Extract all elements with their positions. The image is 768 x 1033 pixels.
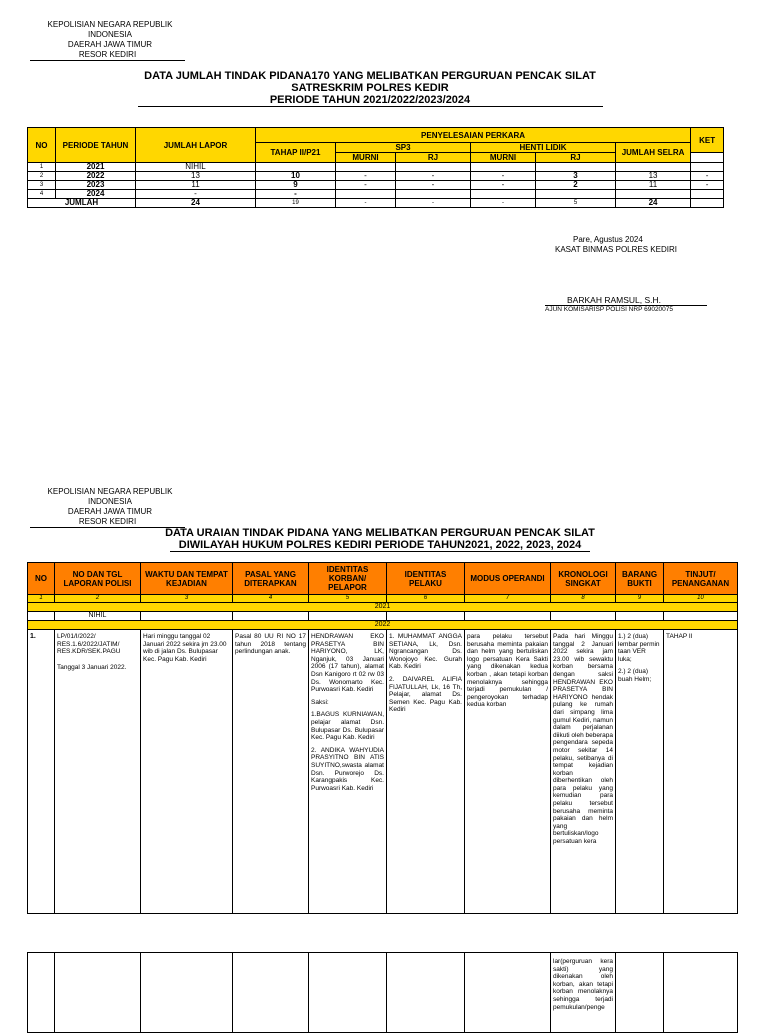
cell-total-sp3-murni: - [336, 199, 396, 208]
cell-sp3-murni: - [336, 172, 396, 181]
agency-line-1: KEPOLISIAN NEGARA REPUBLIK INDONESIA [47, 20, 173, 39]
year-row-2021 [28, 603, 738, 612]
index-cell: 6 [387, 595, 465, 603]
cell-tahap: 9 [256, 181, 336, 190]
saksi-1: 1.BAGUS KURNIAWAN, pelajar alamat Dsn. Bulupasar Ds. Bulupasar Kec. Pagu Kab. Kediri [311, 711, 384, 742]
col-penyelesaian: PENYELESAIAN PERKARA [256, 128, 691, 143]
sign-rank: AJUN KOMISARISP POLISI NRP 69020075 [545, 306, 674, 313]
agency2-line-1: KEPOLISIAN NEGARA REPUBLIK INDONESIA [47, 487, 173, 506]
col-sp3-murni: MURNI [336, 153, 396, 163]
total-row [28, 199, 724, 208]
cell-sp3-murni: - [336, 181, 396, 190]
cell-selra: 11 [616, 181, 691, 190]
empty-cell [55, 953, 141, 1033]
index-cell: 9 [616, 595, 664, 603]
index-cell: 3 [141, 595, 233, 603]
empty-cell [309, 953, 387, 1033]
cell-tahap: 10 [256, 172, 336, 181]
index-cell: 7 [465, 595, 551, 603]
col-kronologi: KRONOLOGI SINGKAT [551, 563, 616, 595]
index-cell: 5 [309, 595, 387, 603]
korban-text: HENDRAWAN EKO PRASETYA BIN HARIYONO, LK, Nganjuk, 03 Januari 2006 (17 tahun), alamat Dsn Kanigoro rt 02 rw 03 Ds. Wonomarto Kec. Purwoasri Kab. Kediri [311, 633, 384, 694]
empty-cell [664, 953, 738, 1033]
table-row [28, 163, 724, 172]
empty-cell [551, 612, 616, 621]
cell-pelaku [387, 630, 465, 914]
cell-tahun: 2022 [56, 172, 136, 181]
col-korban: IDENTITAS KORBAN/ PELAPOR [309, 563, 387, 595]
cell-total-sp3-rj: - [396, 199, 471, 208]
col-modus: MODUS OPERANDI [465, 563, 551, 595]
agency-header-2 [30, 487, 190, 528]
col-henti-lidik: HENTI LIDIK [471, 143, 616, 153]
cell-korban [309, 630, 387, 914]
agency-line-2: DAERAH JAWA TIMUR [67, 40, 153, 49]
page2-title-line-1: DATA URAIAN TINDAK PIDANA YANG MELIBATKAN PERGURUAN PENCAK SILAT [165, 527, 595, 539]
cell-tahun: 2024 [56, 190, 136, 199]
cell-laporan [55, 630, 141, 914]
detail-table [27, 562, 738, 914]
cell-tahap [256, 163, 336, 172]
page1-title [90, 70, 650, 107]
empty-cell [233, 953, 309, 1033]
bukti-2: 2.) 2 (dua) buah Helm; [618, 668, 652, 683]
cell-sp3-rj: - [396, 172, 471, 181]
index-cell: 4 [233, 595, 309, 603]
col-sp3: SP3 [336, 143, 471, 153]
cell-tahun: 2023 [56, 181, 136, 190]
page1-title-line-2: SATRESKRIM POLRES KEDIR [291, 82, 449, 94]
col-henti-rj: RJ [536, 153, 616, 163]
cell-no: 1 [28, 163, 56, 172]
cell-hl-rj [536, 190, 616, 199]
agency2-line-2: DAERAH JAWA TIMUR [67, 507, 153, 516]
table-row [28, 181, 724, 190]
summary-table [27, 127, 724, 208]
empty-cell [387, 612, 465, 621]
cell-ket [691, 163, 724, 172]
table-row [28, 172, 724, 181]
empty-cell [465, 953, 551, 1033]
agency-line-3: RESOR KEDIRI [30, 50, 185, 61]
col-pelaku: IDENTITAS PELAKU [387, 563, 465, 595]
year-row-2022 [28, 621, 738, 630]
empty-cell [28, 612, 55, 621]
cell-hl-rj [536, 163, 616, 172]
empty-cell [28, 953, 55, 1033]
index-cell: 2 [55, 595, 141, 603]
cell-kronologi: Pada hari Minggu tanggal 2 Januari 2022 sekira jam 23.00 wib sewaktu korban bersama dengan saksi HENDRAWAN EKO PRASETYA BIN HARIYONO hendak pulang ke rumah dari simpang lima gumul Kediri, namun dalam perjalanan diikuti oleh beberapa pengendara sepeda motor sekitar 14 pelaku, setibanya di tempat kejadian korban diberhentikan oleh para pelaku yang kemudian para pelaku tersebut berusaha meminta pakaian dan helm yang bertuliskan/logo persatuan kera [551, 630, 616, 914]
cell-sp3-rj [396, 190, 471, 199]
pelaku-2: 2. DAIVAREL ALIFIA FIJATULLAH, Lk, 16 Th, Pelajar, alamat Ds. Semen Kec. Pagu Kab. Kediri [389, 675, 462, 714]
empty-cell [141, 612, 233, 621]
index-row [28, 595, 738, 603]
cell-tahap: - [256, 190, 336, 199]
index-cell: 10 [664, 595, 738, 603]
index-cell: 1 [28, 595, 55, 603]
page1-title-line-1: DATA JUMLAH TINDAK PIDANA170 YANG MELIBATKAN PERGURUAN PENCAK SILAT [144, 70, 596, 82]
cell-lapor: NIHIL [136, 163, 256, 172]
col-tahap: TAHAP II/P21 [256, 143, 336, 163]
cell-lapor: 11 [136, 181, 256, 190]
cell-pasal: Pasal 80 UU RI NO 17 tahun 2018 tentang perlindungan anak. [233, 630, 309, 914]
cell-hl-murni [471, 190, 536, 199]
empty-cell [233, 612, 309, 621]
cell-lapor: - [136, 190, 256, 199]
lp-date: Tanggal 3 Januari 2022. [57, 663, 127, 671]
cell-no: 2 [28, 172, 56, 181]
nihil-cell: NIHIL [55, 612, 141, 621]
index-cell: 8 [551, 595, 616, 603]
cell-total-lapor: 24 [136, 199, 256, 208]
sign-name: BARKAH RAMSUL, S.H. [545, 295, 707, 306]
signature-block [540, 235, 700, 255]
cell-sp3-murni [336, 163, 396, 172]
table-row [28, 953, 738, 1033]
year-label: 2022 [28, 621, 738, 630]
empty-cell [141, 953, 233, 1033]
saksi-2: 2. ANDIKA WAHYUDIA PRASYITNO BIN ATIS SUYITNO,swasta alamat Dsn. Purworejo Ds. Karangpakis Kec. Purwoasri Kab. Kediri [311, 746, 384, 792]
cell-ket: - [691, 172, 724, 181]
cell-total-tahap: 19 [256, 199, 336, 208]
cell-ket [691, 190, 724, 199]
cell-modus: para pelaku tersebut berusaha meminta pakaian dan helm yang bertuliskan logo persatuan Kera Sakti yang dikenakan kedua korban , akan tetapi korban menolaknya sehingga terjadi pemukulan / pengeroyokan terhadap kedua korban [465, 630, 551, 914]
col-waktu: WAKTU DAN TEMPAT KEJADIAN [141, 563, 233, 595]
sign-name-block [545, 295, 705, 314]
cell-no: 3 [28, 181, 56, 190]
agency-header [30, 20, 190, 61]
col-laporan: NO DAN TGL LAPORAN POLISI [55, 563, 141, 595]
saksi-label: Saksi: [311, 698, 329, 706]
cell-sp3-murni [336, 190, 396, 199]
cell-sp3-rj: - [396, 181, 471, 190]
cell-kronologi-cont: lar(perguruan kera sakti) yang dikenakan oleh korban, akan tetapi korban menolaknya sehingga terjadi pemukulan/penge [551, 953, 616, 1033]
sign-place-date: Pare, Agustus 2024 [573, 235, 643, 244]
cell-no: 4 [28, 190, 56, 199]
col-ket: KET [691, 128, 724, 153]
cell-total-ket [691, 199, 724, 208]
cell-selra [616, 163, 691, 172]
empty-cell [616, 953, 664, 1033]
col-jumlah-lapor: JUMLAH LAPOR [136, 128, 256, 163]
cell-total-hl-rj: 5 [536, 199, 616, 208]
pelaku-1: 1. MUHAMMAT ANGGA SETIANA, Lk, Dsn. Ngrancangan Ds. Wonojoyo Kec. Gurah Kab. Kediri [389, 633, 462, 671]
col-no: NO [28, 128, 56, 163]
nihil-row [28, 612, 738, 621]
cell-total-label: JUMLAH [28, 199, 136, 208]
empty-cell [465, 612, 551, 621]
cell-hl-murni [471, 163, 536, 172]
cell-hl-murni: - [471, 181, 536, 190]
cell-selra [616, 190, 691, 199]
bukti-1: 1.) 2 (dua) lembar permin taan VER luka; [618, 633, 660, 663]
empty-cell [309, 612, 387, 621]
cell-total-selra: 24 [616, 199, 691, 208]
cell-lapor: 13 [136, 172, 256, 181]
page2-title [130, 527, 630, 552]
cell-bukti [616, 630, 664, 914]
page2-title-line-2: DIWILAYAH HUKUM POLRES KEDIRI PERIODE TAHUN2021, 2022, 2023, 2024 [170, 539, 590, 552]
cell-hl-rj: 2 [536, 181, 616, 190]
col-sp3-rj: RJ [396, 153, 471, 163]
empty-cell [664, 612, 738, 621]
col-periode: PERIODE TAHUN [56, 128, 136, 163]
cell-sp3-rj [396, 163, 471, 172]
table-row [28, 630, 738, 914]
col-bukti: BARANG BUKTI [616, 563, 664, 595]
col-tinjut: TINJUT/ PENANGANAN [664, 563, 738, 595]
col-no: NO [28, 563, 55, 595]
cell-no: 1. [28, 630, 55, 914]
continuation-table [27, 952, 738, 1033]
col-ket-sub [691, 153, 724, 163]
cell-selra: 13 [616, 172, 691, 181]
year-label: 2021 [28, 603, 738, 612]
cell-total-hl-murni: - [471, 199, 536, 208]
empty-cell [616, 612, 664, 621]
col-henti-murni: MURNI [471, 153, 536, 163]
table-row [28, 190, 724, 199]
cell-ket: - [691, 181, 724, 190]
cell-hl-murni: - [471, 172, 536, 181]
cell-tahun: 2021 [56, 163, 136, 172]
page1-title-line-3: PERIODE TAHUN 2021/2022/2023/2024 [138, 94, 603, 107]
agency2-line-3: RESOR KEDIRI [30, 517, 185, 528]
sign-position: KASAT BINMAS POLRES KEDIRI [555, 245, 677, 254]
cell-tinjut: TAHAP II [664, 630, 738, 914]
col-pasal: PASAL YANG DITERAPKAN [233, 563, 309, 595]
empty-cell [387, 953, 465, 1033]
cell-hl-rj: 3 [536, 172, 616, 181]
lp-number: LP/01/I/2022/ RES.1.6/2022/JATIM/ RES.KDR/SEK.PAGU [57, 633, 121, 656]
col-jumlah-selra: JUMLAH SELRA [616, 143, 691, 163]
cell-waktu: Hari minggu tanggal 02 Januari 2022 sekira jm 23.00 wib di jalan Ds. Bulupasar Kec. Pagu Kab. Kediri [141, 630, 233, 914]
